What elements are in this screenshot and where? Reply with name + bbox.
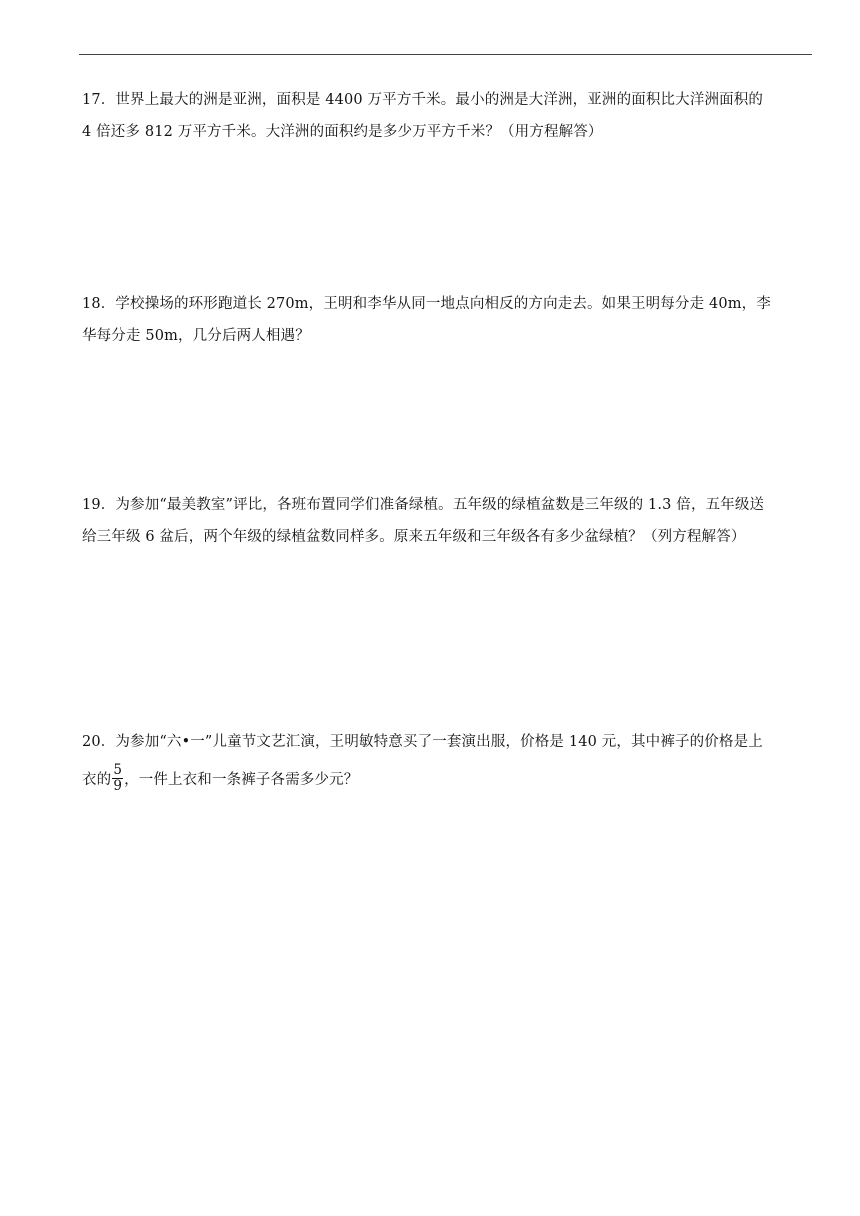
problem-18-line-1: 18．学校操场的环形跑道长 270m，王明和李华从同一地点向相反的方向走去。如果王明每分走 40m，李 — [82, 296, 771, 312]
fraction — [112, 763, 123, 794]
problem-17 — [82, 84, 812, 148]
problem-20-line-2-after: ，一件上衣和一条裤子各需多少元？ — [124, 772, 359, 788]
problem-20-line-1: 20．为参加“六•一”儿童节文艺汇演，王明敏特意买了一套演出服，价格是 140 元，其中裤子的价格是上 — [82, 734, 763, 750]
problem-18 — [82, 288, 812, 352]
problem-17-line-1: 17．世界上最大的洲是亚洲，面积是 4400 万平方千米。最小的洲是大洋洲，亚洲的面积比大洋洲面积的 — [82, 92, 764, 108]
problem-19-line-2: 给三年级 6 盆后，两个年级的绿植盆数同样多。原来五年级和三年级各有多少盆绿植？（列方程解答） — [82, 529, 746, 545]
problem-17-line-2: 4 倍还多 812 万平方千米。大洋洲的面积约是多少万平方千米？（用方程解答） — [82, 124, 603, 140]
problem-19-line-1: 19．为参加“最美教室”评比，各班布置同学们准备绿植。五年级的绿植盆数是三年级的 1.3 倍，五年级送 — [82, 497, 765, 513]
problem-18-line-2: 华每分走 50m，几分后两人相遇？ — [82, 328, 310, 344]
problem-20-line-2 — [82, 761, 812, 796]
problem-19 — [82, 489, 812, 553]
header-rule — [79, 54, 812, 55]
fraction-denominator: 9 — [113, 777, 123, 794]
fraction-numerator: 5 — [113, 761, 123, 778]
problem-20-line-2-before: 衣的 — [82, 772, 112, 788]
problem-20 — [82, 726, 812, 796]
